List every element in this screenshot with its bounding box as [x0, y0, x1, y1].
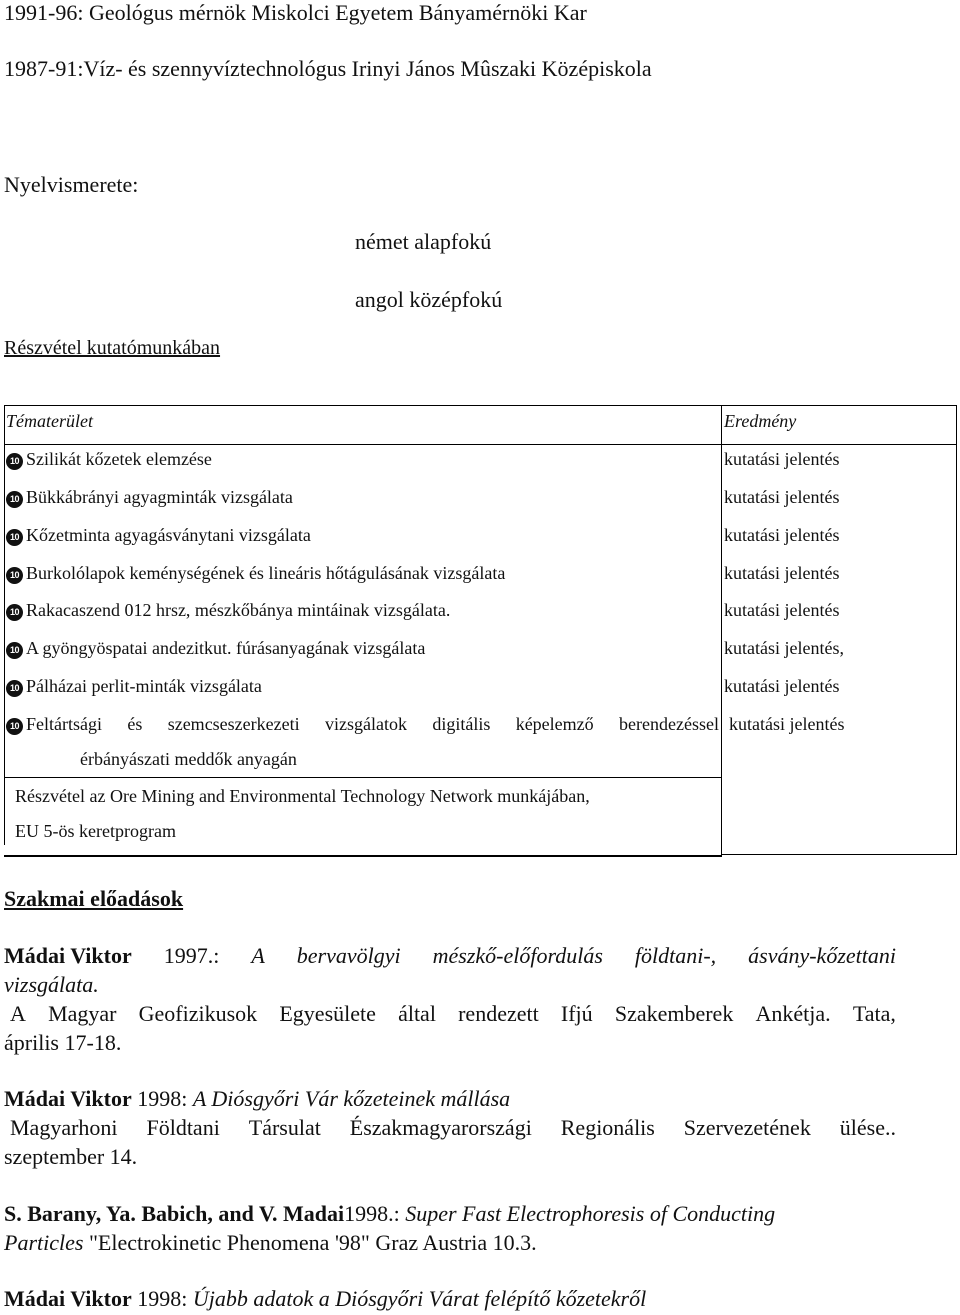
table-row-result: kutatási jelentés	[724, 525, 840, 545]
table-row-topic-line2: érbányászati meddők anyagán	[80, 749, 297, 769]
table-border-top	[4, 405, 957, 406]
table-border-bottom-left	[4, 855, 722, 857]
lecture-3-line-2: Particles "Electrokinetic Phenomena '98" Graz Austria 10.3.	[4, 1230, 537, 1255]
table-row-result: kutatási jelentés,	[724, 638, 844, 658]
language-english: angol középfokú	[355, 287, 503, 312]
table-row-topic: 10 A gyöngyöspatai andezitkut. fúrásanyagának vizsgálata	[6, 638, 425, 659]
language-german: német alapfokú	[355, 229, 492, 254]
table-row-result: kutatási jelentés	[724, 600, 840, 620]
table-row-result: kutatási jelentés	[724, 449, 840, 469]
lecture-1-title-line-2: vizsgálata.	[4, 972, 99, 997]
table-row-topic: 10 Pálházai perlit-minták vizsgálata	[6, 676, 262, 697]
lectures-heading: Szakmai előadások	[4, 886, 184, 911]
table-header-divider	[4, 444, 957, 445]
table-column-divider	[721, 405, 722, 855]
bullet-icon: 10	[6, 680, 23, 697]
education-line-2: 1987-91:Víz- és szennyvíztechnológus Irinyi János Mûszaki Középiskola	[4, 56, 652, 81]
table-row-topic: 10 Burkolólapok keménységének és lineáris hőtágulásának vizsgálata	[6, 563, 505, 584]
bullet-icon: 10	[6, 529, 23, 546]
table-row-result: kutatási jelentés	[724, 563, 840, 583]
bullet-icon: 10	[6, 718, 23, 735]
bullet-icon: 10	[6, 642, 23, 659]
bullet-icon-wrap	[6, 714, 26, 735]
table-row-result: kutatási jelentés	[724, 487, 840, 507]
lecture-2-venue: Magyarhoni Földtani Társulat Északmagyarországi Regionális Szervezetének ülése..	[10, 1115, 896, 1140]
bullet-icon: 10	[6, 604, 23, 621]
table-row-topic: 10 Szilikát kőzetek elemzése	[6, 449, 212, 470]
lecture-2-date: szeptember 14.	[4, 1144, 138, 1169]
table-row-topic: 10 Kőzetminta agyagásványtani vizsgálata	[6, 525, 311, 546]
table-row-result: kutatási jelentés	[724, 676, 840, 696]
ore-network-line-1: Részvétel az Ore Mining and Environmental Technology Network munkájában,	[15, 786, 590, 806]
ore-network-line-2: EU 5-ös keretprogram	[15, 821, 176, 841]
column-header-topic: Tématerület	[6, 411, 93, 431]
lecture-1-venue: A Magyar Geofizikusok Egyesülete által rendezett Ifjú Szakemberek Ankétja. Tata,	[10, 1001, 896, 1026]
lecture-2-line-1: Mádai Viktor 1998: A Diósgyőri Vár kőzeteinek mállása	[4, 1086, 511, 1111]
table-row-topic: 10 Bükkábrányi agyagminták vizsgálata	[6, 487, 293, 508]
research-heading: Részvétel kutatómunkában	[4, 337, 221, 359]
table-row-topic: 10 Rakacaszend 012 hrsz, mészkőbánya mintáinak vizsgálata.	[6, 600, 450, 621]
table-row-result: kutatási jelentés	[729, 714, 845, 734]
bullet-icon: 10	[6, 453, 23, 470]
bullet-icon: 10	[6, 491, 23, 508]
column-header-result: Eredmény	[724, 411, 797, 431]
table-row-divider	[4, 777, 722, 778]
languages-heading: Nyelvismerete:	[4, 172, 139, 197]
table-row-topic-long: Feltártsági és szemcseszerkezeti vizsgálatok digitális képelemző berendezéssel	[26, 714, 719, 734]
table-border-left	[4, 405, 5, 845]
lecture-4-line-1: Mádai Viktor 1998: Újabb adatok a Diósgyőri Várat felépítő kőzetekről	[4, 1286, 647, 1311]
table-border-right	[956, 405, 957, 855]
education-line-1: 1991-96: Geológus mérnök Miskolci Egyetem Bányamérnöki Kar	[4, 0, 587, 25]
bullet-icon: 10	[6, 567, 23, 584]
lecture-1-date: április 17-18.	[4, 1030, 122, 1055]
lecture-3-line-1: S. Barany, Ya. Babich, and V. Madai1998.: Super Fast Electrophoresis of Conducting	[4, 1201, 776, 1226]
lecture-1-line-1: Mádai Viktor 1997.: A bervavölgyi mészkő-előfordulás földtani-, ásvány-kőzettani	[4, 943, 896, 968]
table-border-bottom-right	[722, 854, 957, 855]
